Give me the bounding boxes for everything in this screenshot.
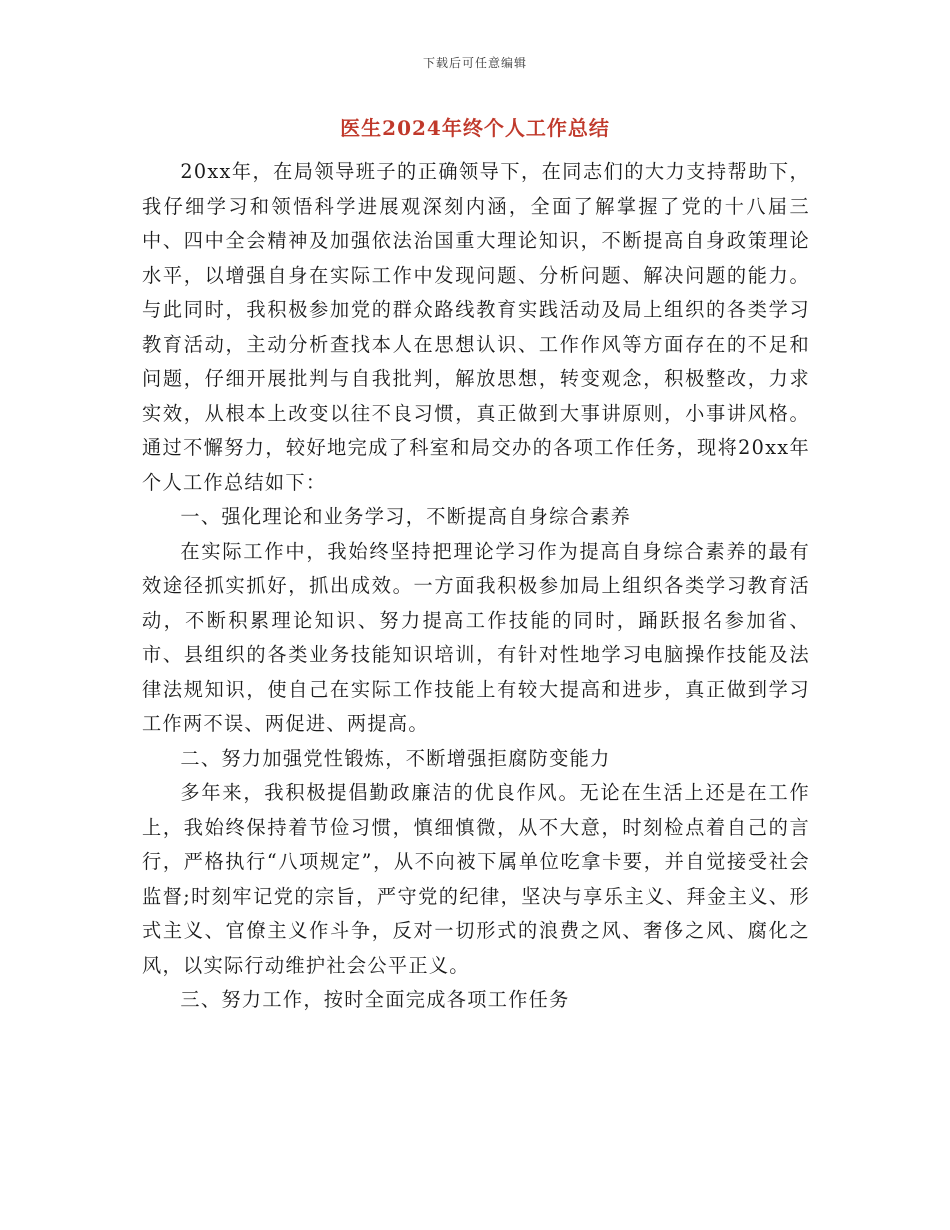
section-heading-1: 一、强化理论和业务学习，不断提高自身综合素养 — [180, 505, 632, 528]
document-title: 医生2024年终个人工作总结 — [340, 116, 610, 140]
paragraph-section-2: 多年来，我积极提倡勤政廉洁的优良作风。无论在生活上还是在工作上，我始终保持着节俭习惯，慎细慎微，从不大意，时刻检点着自己的言行，严格执行“八项规定”，从不向被下属单位吃拿卡要，并自觉接受社会监督;时刻牢记党的宗旨，严守党的纪律，坚决与享乐主义、拜金主义、形式主义、官僚主义作斗争，反对一切形式的浪费之风、奢侈之风、腐化之风，以实际行动维护社会公平正义。 — [142, 781, 810, 977]
paragraph-intro: 20xx年，在局领导班子的正确领导下，在同志们的大力支持帮助下，我仔细学习和领悟科学进展观深刻内涵，全面了解掌握了党的十八届三中、四中全会精神及加强依法治国重大理论知识，不断提高自身政策理论水平，以增强自身在实际工作中发现问题、分析问题、解决问题的能力。与此同时，我积极参加党的群众路线教育实践活动及局上组织的各类学习教育活动，主动分析查找本人在思想认识、工作作风等方面存在的不足和问题，仔细开展批判与自我批判，解放思想，转变观念，积极整改，力求实效，从根本上改变以往不良习惯，真正做到大事讲原则，小事讲风格。通过不懈努力，较好地完成了科室和局交办的各项工作任务，现将20xx年个人工作总结如下： — [142, 160, 810, 494]
document-body — [142, 155, 810, 1018]
section-heading-3: 三、努力工作，按时全面完成各项工作任务 — [180, 988, 570, 1011]
section-heading-2: 二、努力加强党性锻炼，不断增强拒腐防变能力 — [180, 746, 611, 770]
paragraph-section-1: 在实际工作中，我始终坚持把理论学习作为提高自身综合素养的最有效途径抓实抓好，抓出成效。一方面我积极参加局上组织各类学习教育活动，不断积累理论知识、努力提高工作技能的同时，踊跃报名参加省、市、县组织的各类业务技能知识培训，有针对性地学习电脑操作技能及法律法规知识，使自己在实际工作技能上有较大提高和进步，真正做到学习工作两不误、两促进、两提高。 — [142, 539, 810, 735]
header-note: 下载后可任意编辑 — [422, 56, 527, 70]
